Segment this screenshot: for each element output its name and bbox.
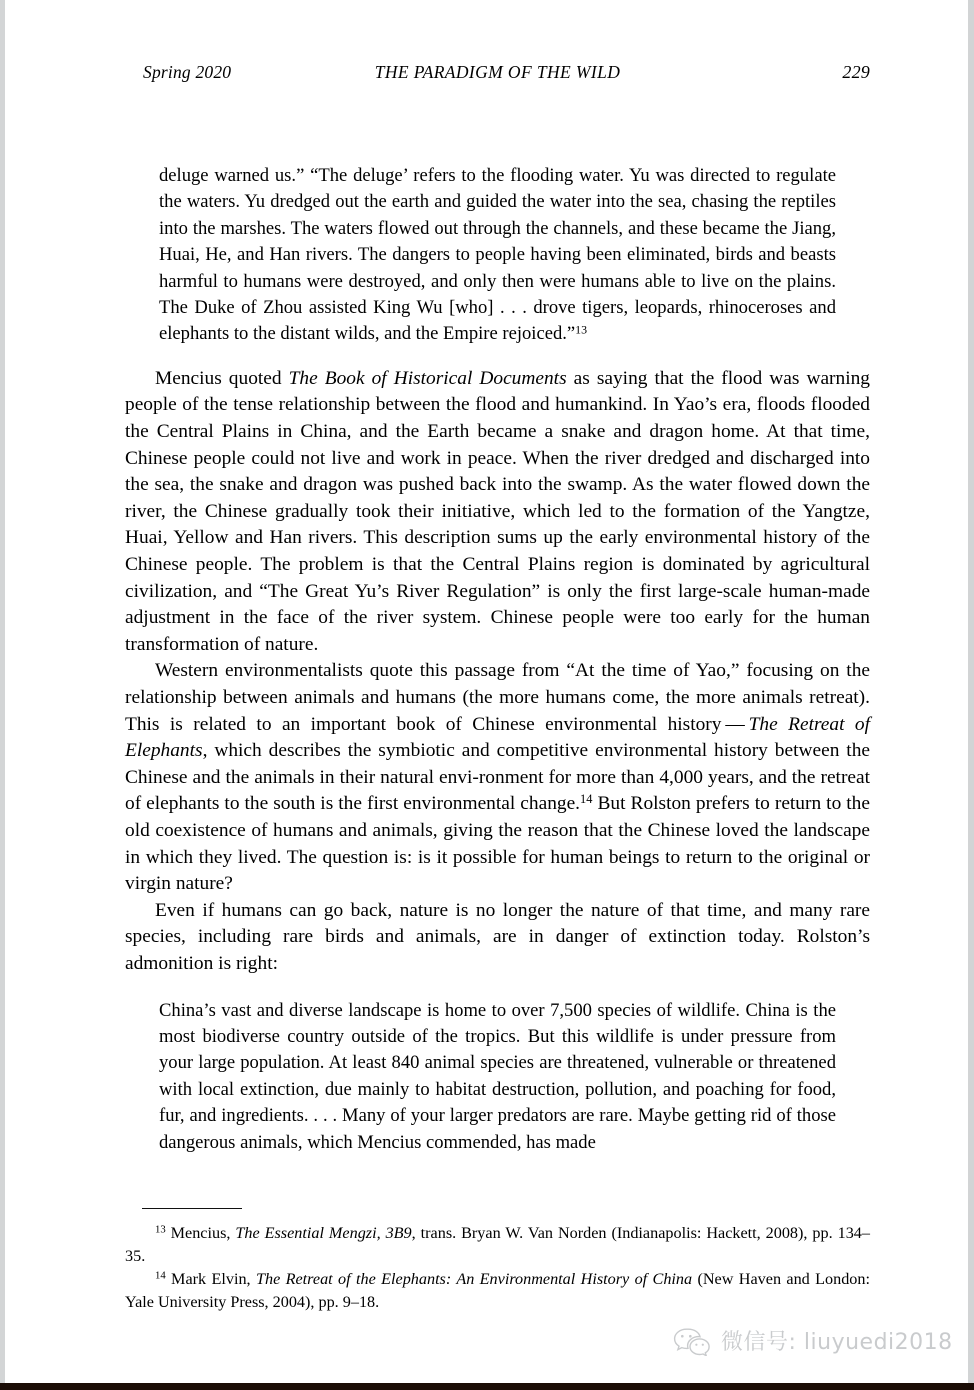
- footnote-14: [125, 1268, 870, 1313]
- footnote-number-14: 14: [155, 1269, 166, 1282]
- footnote-13-segment-1: Mencius,: [165, 1224, 236, 1242]
- page-number: 229: [842, 62, 870, 82]
- footnote-13-segment-2: , trans. Bryan W. Van Norden (Indianapolis: Hackett, 2008), pp. 134–35.: [125, 1224, 870, 1265]
- footnote-ref-13: 13: [575, 322, 588, 337]
- paragraph-1-segment-2: as saying that the flood was warning people of the tense relationship between the flood and humankind. In Yao’s era, floods flooded the Central Plains in China, and the Earth became a snake and dragon home. At that time, Chinese people could not live and work in peace. When the river dredged and discharged into the sea, the snake and dragon was pushed back into the swamp. As the water flowed down the river, the Chinese gradually took their initiative, which led to the formation of the Yangtze, Huai, Yellow and Han rivers. This description sums up the early environmental history of the Chinese people. The problem is that the Central Plains region is dominated by agricultural civilization, and “The Great Yu’s River Regulation” is only the first large-scale human-made adjustment in the face of the river system. Chinese people were too early for the human transformation of nature.: [125, 367, 870, 655]
- paragraph-2-segment-1: Western environmentalists quote this passage from “At the time of Yao,” focusing on the relationship between animals and humans (the more humans come, the more animals retreat). This is related to an important book of Chinese environmental history —: [125, 660, 870, 735]
- blockquote-text: deluge warned us.” “The deluge’ refers to the flooding water. Yu was directed to regulate the waters. Yu dredged out the earth and guided the water into the sea, chasing the reptiles into the marshes. The waters flowed out through the channels, and these became the Jiang, Huai, He, and Han rivers. The dangers to people having been eliminated, birds and beasts harmful to humans were destroyed, and only then were humans able to live on the plains. The Duke of Zhou assisted King Wu [who] . . . drove tigers, leopards, rhinoceroses and elephants to the distant wilds, and the Empire rejoiced.”: [159, 165, 836, 345]
- blockquote-paragraph: China’s vast and diverse landscape is home to over 7,500 species of wildlife. China is the most biodiverse country outside of the tropics. But this wildlife is under pressure from your large population. At least 840 animal species are threatened, vulnerable or threatened with local extinction, due mainly to habitat destruction, pollution, and poaching for food, fur, and ingredients. . . . Many of your larger predators are rare. Maybe getting rid of those dangerous animals, which Mencius commended, has made: [159, 999, 836, 1153]
- paragraph-even-if-humans: Even if humans can go back, nature is no longer the nature of that time, and many rare species, including rare birds and animals, are in danger of extinction today. Rolston’s admonition is right:: [125, 899, 870, 974]
- paragraph-1-segment-1: Mencius quoted: [155, 367, 289, 389]
- wechat-watermark-label: 微信号: liuyuedi2018: [721, 1330, 953, 1355]
- blockquote-mencius-deluge: [125, 163, 836, 348]
- text-column: [125, 163, 870, 1156]
- footnote-13: [125, 1222, 870, 1267]
- footnote-14-segment-1: Mark Elvin,: [165, 1270, 256, 1289]
- page-edge-right: [968, 0, 974, 1384]
- paragraph-2-segment-3: But Rolston prefers to return to the old coexistence of humans and animals, giving the reason that the Chinese loved the landscape in which they lived. The question is: is it possible for human beings to return to the original or virgin nature?: [125, 793, 870, 895]
- paragraph-mencius-quoted: [125, 366, 870, 659]
- wechat-icon: [672, 1326, 712, 1356]
- running-head-issue: Spring 2020: [143, 62, 232, 82]
- spacer: [125, 348, 870, 366]
- book-title-retreat-of-elephants: The Retreat of Elephants: [125, 713, 870, 762]
- paragraph-western-environmentalists: [125, 658, 870, 897]
- page-edge-left: [0, 0, 5, 1384]
- book-title-historical-documents: The Book of Historical Documents: [288, 367, 567, 389]
- paragraph-2-segment-2: , which describes the symbiotic and competitive environmental history between the Chinese and the animals in their natural envi-ronment for more than 4,000 years, and the retreat of elephants to the south is the first environmental change.: [125, 740, 870, 815]
- footnote-number-13: 13: [155, 1223, 166, 1236]
- wechat-watermark: [672, 1325, 953, 1356]
- footnote-ref-14: 14: [580, 792, 593, 807]
- footnotes-section: [125, 1222, 870, 1314]
- footnote-13-title: The Essential Mengzi, 3B9: [235, 1224, 412, 1242]
- blockquote-rolston-wildlife: [125, 998, 836, 1156]
- page-edge-bottom: [0, 1383, 974, 1390]
- running-head: [125, 62, 870, 88]
- footnote-separator-rule: [142, 1208, 242, 1209]
- running-head-title: THE PARADIGM OF THE WILD: [374, 62, 621, 82]
- spacer: [125, 978, 870, 998]
- blockquote-paragraph: [159, 163, 836, 348]
- footnote-14-segment-2: (New Haven and London: Yale University Press, 2004), pp. 9–18.: [125, 1270, 870, 1311]
- footnote-14-title: The Retreat of the Elephants: An Environmental History of China: [255, 1270, 693, 1289]
